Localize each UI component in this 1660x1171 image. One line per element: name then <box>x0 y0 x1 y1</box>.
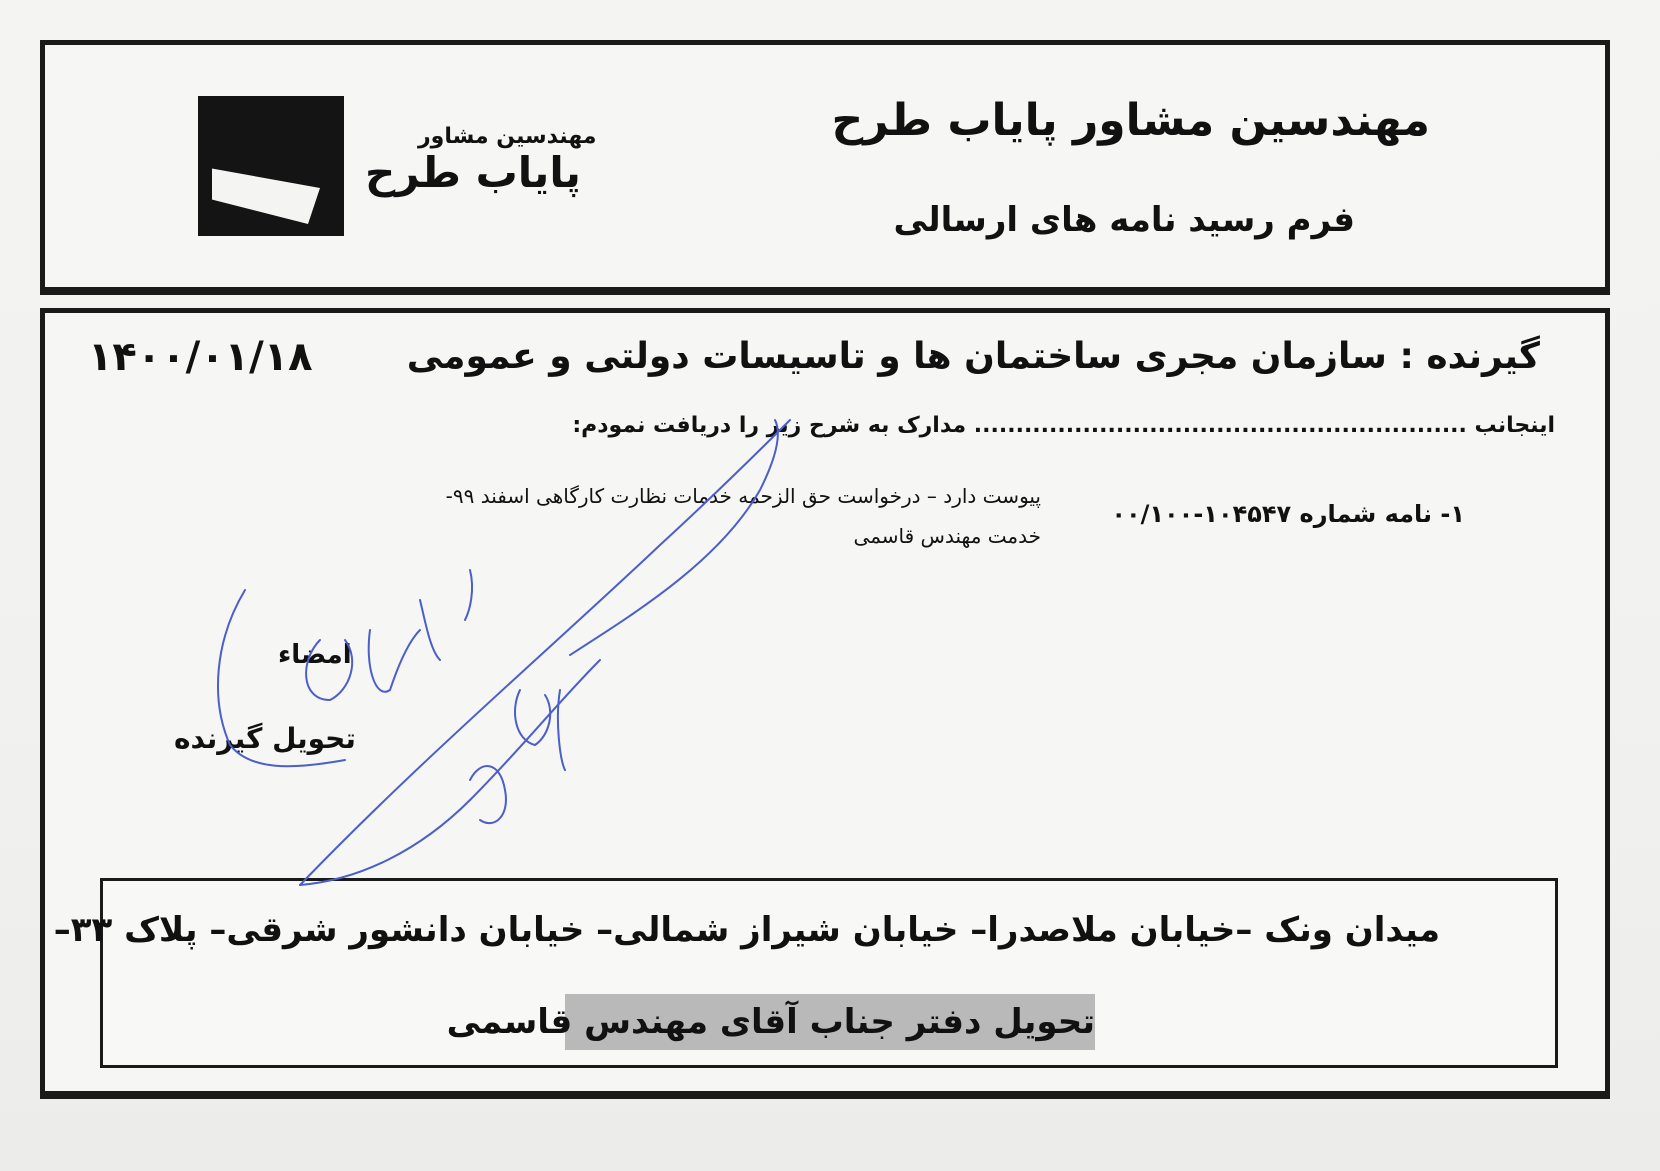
delivery-note: تحویل دفتر جناب آقای مهندس قاسمی <box>446 1002 1095 1042</box>
logo-mark-icon <box>198 96 344 236</box>
receipt-date: ۱۴۰۰/۰۱/۱۸ <box>88 334 313 380</box>
logo-text-small: مهندسین مشاور <box>418 124 597 149</box>
receiver-label: تحویل گیرنده <box>174 722 356 755</box>
logo-text-big: پایاب طرح <box>365 148 581 197</box>
company-logo <box>198 96 344 236</box>
acknowledgement-line: اینجانب ........................................................... مدارک به شرح زیر را دریافت نمودم: <box>572 413 1555 438</box>
attachment-recipient: خدمت مهندس قاسمی <box>853 524 1041 548</box>
letter-item: ۱- نامه شماره ۱۰۴۵۴۷-۰۰/۱۰۰ <box>1111 500 1465 528</box>
attachment-description: پیوست دارد – درخواست حق الزحمه خدمات نظارت کارگاهی اسفند ۹۹- <box>445 484 1041 508</box>
recipient-line: گیرنده : سازمان مجری ساختمان ها و تاسیسات دولتی و عمومی <box>406 336 1540 377</box>
office-address: میدان ونک –خیابان ملاصدرا– خیابان شیراز شمالی– خیابان دانشور شرقی– پلاک ۳۳– <box>53 910 1440 950</box>
signature-label: امضاء <box>278 640 352 670</box>
company-title: مهندسین مشاور پایاب طرح <box>831 95 1430 146</box>
form-title: فرم رسید نامه های ارسالی <box>893 200 1355 240</box>
